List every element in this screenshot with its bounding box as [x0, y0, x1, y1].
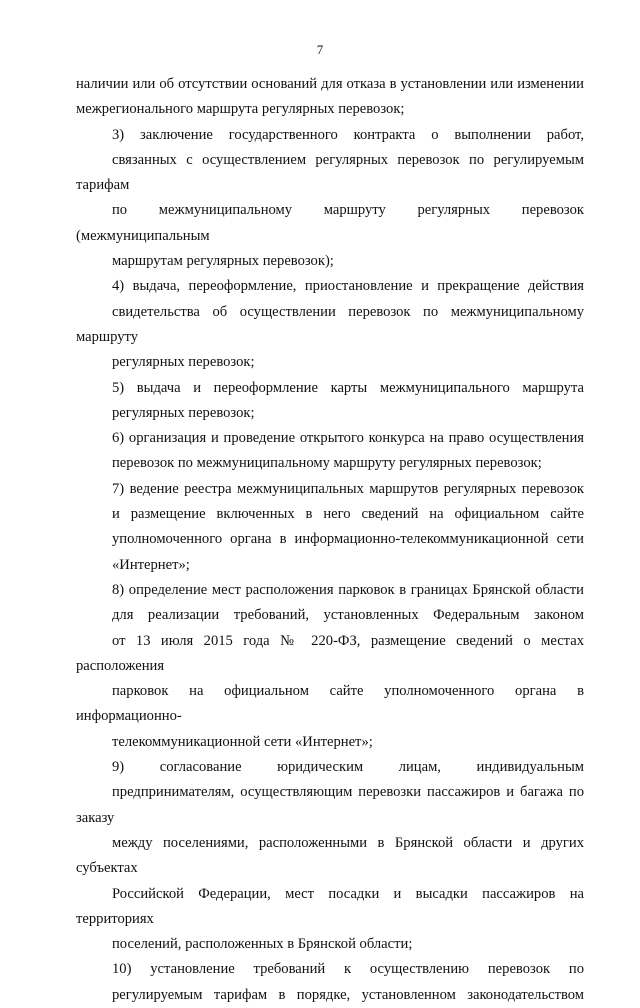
- document-body: [76, 72, 584, 1008]
- text-line: регулярных перевозок;: [112, 354, 255, 371]
- paragraph: [76, 426, 584, 477]
- text-line: предпринимателям, осуществляющим перевозки пассажиров и багажа по заказу: [76, 784, 584, 826]
- text-line: межрегионального маршрута регулярных перевозок;: [76, 101, 405, 118]
- text-line: 4) выдача, переоформление, приостановление и прекращение действия: [112, 278, 584, 295]
- text-line: от 13 июля 2015 года № 220-ФЗ, размещение сведений о местах расположения: [76, 632, 584, 674]
- text-line: 8) определение мест расположения парковок в границах Брянской области: [112, 581, 584, 598]
- text-line: 7) ведение реестра межмуниципальных маршрутов регулярных перевозок: [112, 480, 584, 497]
- text-line: 6) организация и проведение открытого конкурса на право осуществления: [112, 430, 584, 447]
- text-line: поселений, расположенных в Брянской области;: [112, 936, 413, 953]
- text-line: «Интернет»;: [112, 556, 190, 573]
- text-line: уполномоченного органа в информационно-телекоммуникационной сети: [112, 531, 584, 548]
- text-line: свидетельства об осуществлении перевозок по межмуниципальному маршруту: [76, 303, 584, 345]
- text-line: перевозок по межмуниципальному маршруту регулярных перевозок;: [112, 455, 542, 472]
- text-line: Российской Федерации, мест посадки и высадки пассажиров на территориях: [76, 885, 584, 927]
- paragraph: [76, 477, 584, 578]
- paragraph: [76, 274, 584, 375]
- text-line: регулируемым тарифам в порядке, установленном законодательством: [112, 986, 584, 1003]
- text-line: наличии или об отсутствии оснований для отказа в установлении или изменении: [76, 76, 584, 92]
- paragraph: [76, 755, 584, 957]
- text-line: связанных с осуществлением регулярных перевозок по регулируемым тарифам: [76, 151, 584, 194]
- page-number: 7: [316, 42, 324, 57]
- paragraph: [76, 123, 584, 275]
- text-line: телекоммуникационной сети «Интернет»;: [112, 733, 373, 750]
- text-line: маршрутам регулярных перевозок);: [112, 253, 334, 270]
- text-line: 10) установление требований к осуществлению перевозок по: [112, 961, 584, 978]
- text-line: 9) согласование юридическим лицам, индивидуальным: [112, 759, 584, 776]
- text-line: для реализации требований, установленных Федеральным законом: [112, 607, 584, 624]
- text-line: между поселениями, расположенными в Брянской области и других субъектах: [76, 834, 584, 877]
- text-line: регулярных перевозок;: [112, 404, 255, 421]
- text-line: парковок на официальном сайте уполномоченного органа в информационно-: [76, 683, 584, 725]
- text-line: 3) заключение государственного контракта о выполнении работ,: [112, 126, 584, 143]
- text-line: и размещение включенных в него сведений на официальном сайте: [112, 506, 584, 523]
- text-line: 5) выдача и переоформление карты межмуниципального маршрута: [112, 379, 584, 396]
- text-line: по межмуниципальному маршруту регулярных перевозок (межмуниципальным: [76, 202, 584, 244]
- paragraph: [76, 957, 584, 1008]
- paragraph: [76, 578, 584, 755]
- paragraph: [76, 376, 584, 427]
- paragraph: [76, 72, 584, 123]
